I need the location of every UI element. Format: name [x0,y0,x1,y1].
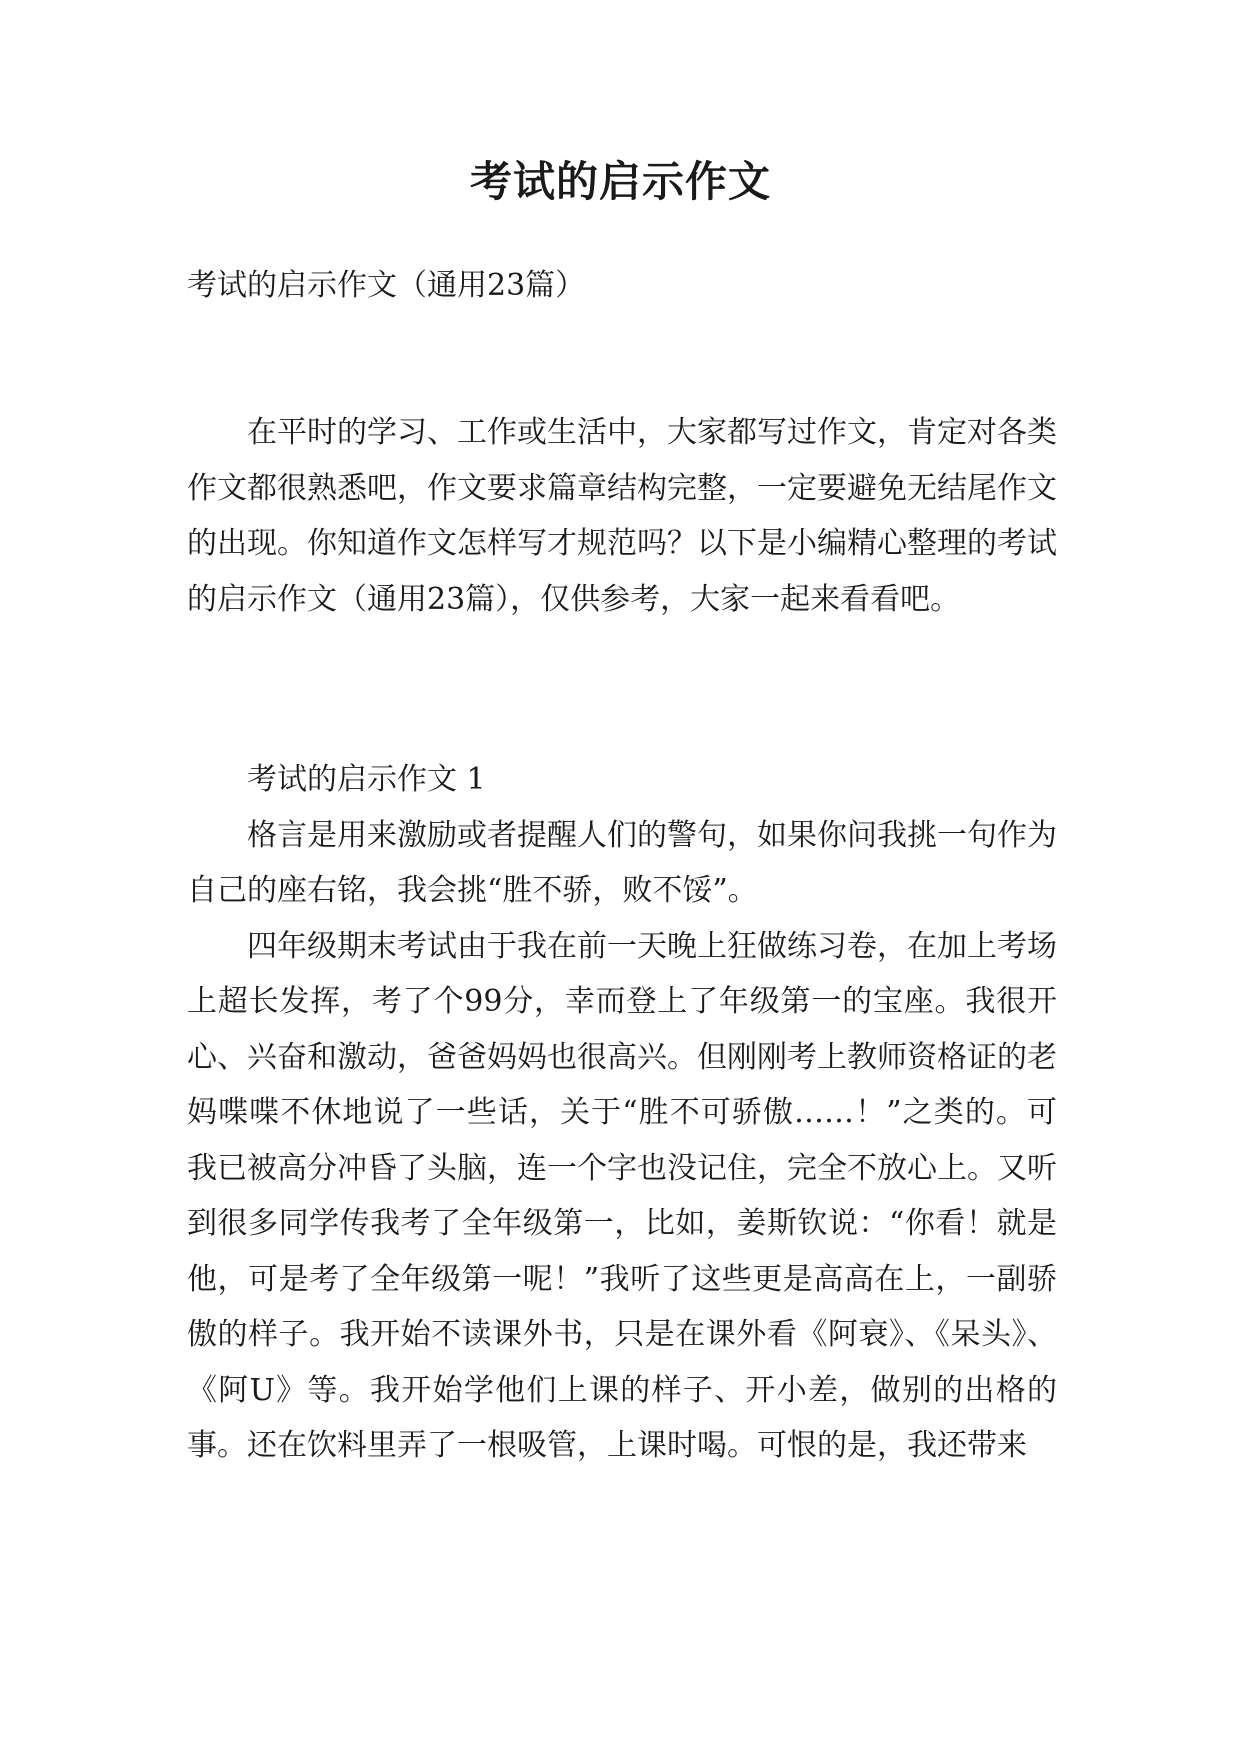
intro-paragraph: 在平时的学习、工作或生活中，大家都写过作文，肯定对各类作文都很熟悉吧，作文要求篇章结构完整，一定要避免无结尾作文的出现。你知道作文怎样写才规范吗？以下是小编精心整理的考试的启示作文（通用23篇），仅供参考，大家一起来看看吧。 [187,415,1057,617]
essay-paragraph: 四年级期末考试由于我在前一天晚上狂做练习卷，在加上考场上超长发挥，考了个99分，幸而登上了年级第一的宝座。我很开心、兴奋和激动，爸爸妈妈也很高兴。但刚刚考上教师资格证的老妈喋喋不休地说了一些话，关于“胜不可骄傲……！”之类的。可我已被高分冲昏了头脑，连一个字也没记住，完全不放心上。又听到很多同学传我考了全年级第一，比如，姜斯钦说：“你看！就是他，可是考了全年级第一呢！”我听了这些更是高高在上，一副骄傲的样子。我开始不读课外书，只是在课外看《阿衰》、《呆头》、《阿U》等。我开始学他们上课的样子、开小差，做别的出格的事。还在饮料里弄了一根吸管，上课时喝。可恨的是，我还带来 [187,928,1057,1463]
essay-section [187,752,1057,1474]
document-subtitle: 考试的启示作文（通用23篇） [187,268,586,303]
essay-paragraph: 格言是用来激励或者提醒人们的警句，如果你问我挑一句作为自己的座右铭，我会挑“胜不骄，败不馁”。 [187,817,1057,908]
section-heading: 考试的启示作文 1 [247,762,486,797]
document-title: 考试的启示作文 [469,157,771,206]
